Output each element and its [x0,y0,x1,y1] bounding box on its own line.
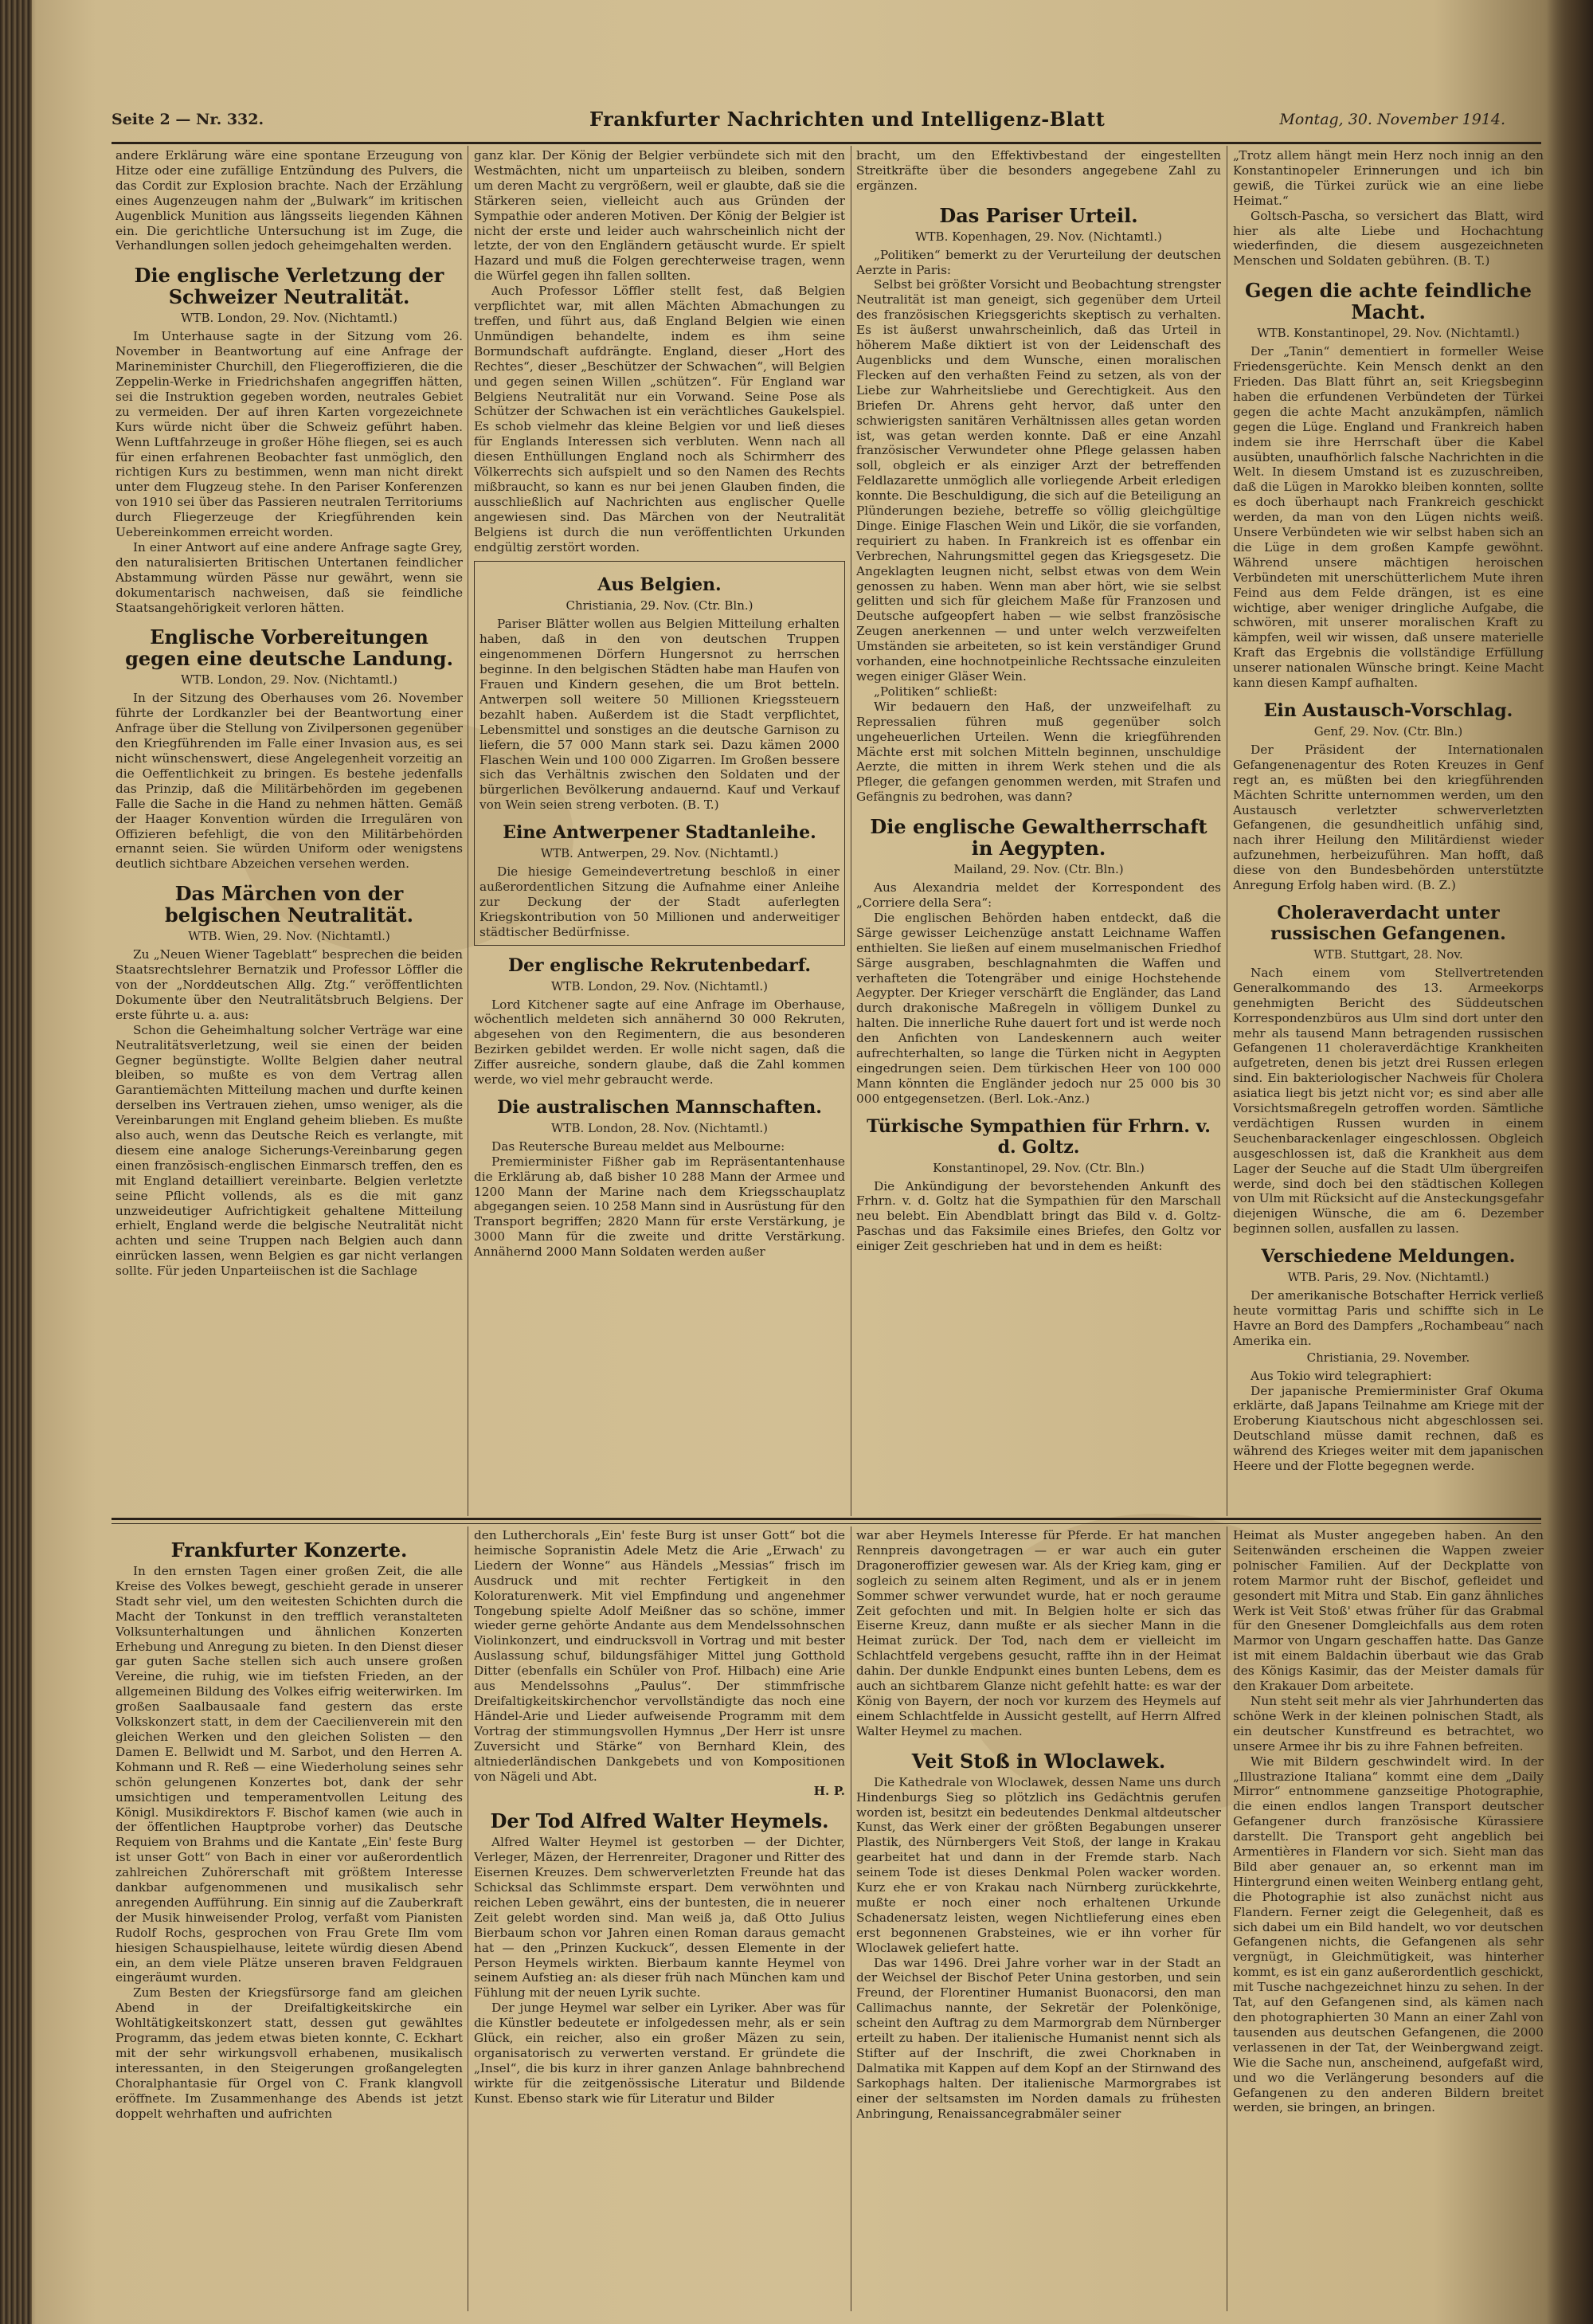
column-4 [1233,148,1544,1514]
article-paragraph: Der japanische Premierminister Graf Okuma erklärte, daß Japans Teilnahme am Kriege mit der Eroberung Kiautschous nicht abgeschlossen sei. Deutschland müsse damit rechnen, daß es während des Krieges weiter mit dem japanischen Heere und der Flotte begegnen werde. [1233,1383,1544,1474]
dateline: WTB. Stuttgart, 28. Nov. [1313,946,1463,962]
article-continuation: Heimat als Muster angegeben haben. An den Seitenwänden erscheinen die Wappen zweier polnischer Familien. Auf der Deckplatte von rotem Marmor ruht der Bischof, gefleidet und gesondert mit Mitra und Stab. Ein ganz ähnliches Werk ist Veit Stoß' etwas früher für das Grabmal für den Gnesener Domgleichfalls aus dem roten Marmor von Ungarn geschaffen hatte. Das Ganze ist mit einem Baldachin überbaut wie das Grab des Königs Kasimir, das der Meister damals für den Krakauer Dom arbeitete. [1233,1528,1544,1694]
page-header [112,108,1537,139]
article-paragraph: „Politiken“ schließt: [874,684,998,699]
headline-choleraverdacht: Choleraverdacht unter russischen Gefangenen. [1270,902,1506,944]
dateline: WTB. London, 29. Nov. (Nichtamtl.) [551,978,768,993]
article-continuation: war aber Heymels Interesse für Pferde. Er hat manchen Rennpreis davongetragen — er war auch ein guter Dragoneroffizier gewesen war. Als der Krieg kam, ging er sogleich zu seinem alten Regiment, und als er in jenem Sommer schwer verwundet wurde, hat er noch geraume Zeit gefochten und mit. In Belgien holte er sich das Eiserne Kreuz, dann mußte er als siecher Mann in die Heimat zurück. Der Tod, nach dem er vielleicht im Schlachtfeld vergebens gesucht, raffte ihn in der Heimat dahin. Der dunkle Endpunkt eines bunten Lebens, dem es auch an sichtbarem Glanze nicht gefehlt hatte: es war der König von Bayern, der noch vor kurzem des Heymels auf einem Schlachtfelde in Aussicht gestellt, auf Herrn Alfred Walter Heymel zu machen. [856,1528,1221,1738]
news-box [474,561,845,945]
article-paragraph: Der „Tanin“ dementiert in formeller Weise Friedensgerüchte. Kein Mensch denkt an den Frieden. Das Blatt führt an, seit Kriegsbeginn haben die erfundenen Verbündeten der Türkei gegen die achte Macht anzukämpfen, nämlich gegen die Lüge. England und Frankreich haben indem sie ihre Herrschaft über die Kabel ausübten, unaufhörlich falsche Nachrichten in die Welt. In diesem Umstand ist es zuzuschreiben, daß die Lügen in Marokko bleiben konnten, sollte es doch überhaupt nach Frankreich geschickt werden, da man von den Lügen nichts weiß. Unsere Verbündeten wie wir selbst haben sich an die Lüge in dem großen Kampfe gewöhnt. Während unsere mächtigen heroischen Verbündeten mit unerschütterlichem Mute ihren Feind aus dem Felde drängen, ist es eine wichtige, aber weniger dringliche Aufgabe, die schwören, mit unserer moralischen Kraft zu kämpfen, weil wir wissen, daß unsere materielle Kraft das Ergebnis die vollständige Erfüllung unserer nationalen Wünsche bringt. Keine Macht kann diesen Kampf aufhalten. [1233,344,1544,691]
article-paragraph: Die Kathedrale von Wloclawek, dessen Name uns durch Hindenburgs Sieg so plötzlich ins Gedächtnis gerufen worden ist, besitzt ein bedeutendes Denkmal altdeutscher Kunst, das Werk einer der größten Begabungen unserer Plastik, des Nürnbergers Veit Stoß, der lange in Krakau gearbeitet hat und dann in der Fremde starb. Nach seinem Tode ist dieses Denkmal Polen wacker worden. Kurz ehe er von Krakau nach Nürnberg zurückkehrte, mußte er noch einer noch erhaltenen Urkunde Schadenersatz leisten, wegen Nichtlieferung eines eben erst begonnenen Grabsteines, wie er ihn vorher für Wloclawek geliefert hatte. [856,1774,1221,1955]
column-2 [474,148,845,1514]
headline-aus-belgien: Aus Belgien. [597,574,722,596]
article-paragraph: Die hiesige Gemeindevertretung beschloß in einer außerordentlichen Sitzung die Aufnahme einer Anleihe zur Deckung der der Stadt auferlegten Kriegskontribution von 50 Millionen und anderweitiger städtischer Bedürfnisse. [479,864,840,939]
column-1 [115,148,463,1514]
headline-achte-feindliche-macht: Gegen die achte feindliche Macht. [1245,279,1532,324]
article-paragraph: Pariser Blätter wollen aus Belgien Mitteilung erhalten haben, daß in den von deutschen Truppen eingenommenen Dörfern Hungersnot zu herrschen beginne. In den belgischen Städten habe man Haufen von Frauen und Kindern gesehen, die um Brot betteln. Antwerpen soll weitere 50 Millionen Kriegssteuern bezahlt haben. Außerdem ist die Stadt verpflichtet, Lebensmittel und sonstiges an die deutsche Garnison zu liefern, die 57 000 Mann stark sei. Dazu kämen 2000 Flaschen Wein und 100 000 Zigarren. Im Großen bessere sich das Verhältnis zwischen den Soldaten und der bürgerlichen Bevölkerung andauernd. Kauf und Verkauf von Wein seien streng verboten. (B. T.) [479,617,840,813]
article-paragraph: Zu „Neuen Wiener Tageblatt“ besprechen die beiden Staatsrechtslehrer Bernatzik und Professor Löffler die von der „Norddeutschen Allg. Ztg.“ veröffentlichten Dokumente über den Neutralitätsbruch Belgiens. Der erste führte u. a. aus: [115,947,463,1022]
dateline: WTB. Konstantinopel, 29. Nov. (Nichtamtl.) [1257,326,1520,341]
article-paragraph: In einer Antwort auf eine andere Anfrage sagte Grey, den naturalisierten Britischen Untertanen feindlicher Abstammung würden Pässe nur gewährt, wenn sie dokumentarisch nachweisen, daß sie feindliche Staatsangehörigkeit verloren hätten. [115,539,463,615]
headline-austausch-vorschlag: Ein Austausch-Vorschlag. [1263,700,1513,721]
feuilleton-column-2 [474,1528,845,2313]
dateline: WTB. Paris, 29. Nov. (Nichtamtl.) [1287,1270,1489,1285]
headline-frankfurter-konzerte: Frankfurter Konzerte. [170,1538,408,1562]
article-paragraph: Premierminister Fißher gab im Repräsentantenhause die Erklärung ab, daß bisher 10 288 Mann der Armee und 1200 Mann der Marine nach dem Kriegsschauplatz abgegangen seien. 10 258 Mann sind in Ausrüstung für den Transport begriffen; 2820 Mann für erste Verstärkung, je 3000 Mann für die zweite und dritte Verstärkung. Annähernd 2000 Mann Soldaten werden außer [474,1154,845,1260]
dateline: WTB. Wien, 29. Nov. (Nichtamtl.) [188,929,390,944]
article-paragraph: Nun steht seit mehr als vier Jahrhunderten das schöne Werk in der kleinen polnischen Stadt, als ein deutscher Kunstfreund es betrachtet, wo unsere Armee ihr bis zu ihre Fahnen befreiten. [1233,1693,1544,1754]
dateline: Christiania, 29. Nov. (Ctr. Bln.) [566,598,753,613]
article-continuation: andere Erklärung wäre eine spontane Erzeugung von Hitze oder eine zufällige Entzündung des Pulvers, die das Cordit zur Explosion brachte. Nach der Erzählung eines Augenzeugen nahm der „Bulwark“ im kritischen Augenblick Munition aus längsseits liegenden Kähnen ein. Die gerichtliche Untersuchung ist im Zuge, die Verhandlungen sollen jedoch geheimgehalten werden. [115,148,463,253]
article-continuation: „Trotz allem hängt mein Herz noch innig an den Konstantinopeler Erinnerungen und ich bin gewiß, die Türkei zurück wie an eine liebe Heimat.“ [1233,148,1544,208]
headline-tuerkische-sympathien: Türkische Sympathien für Frhrn. v. d. Goltz. [867,1115,1211,1158]
article-paragraph: Zum Besten der Kriegsfürsorge fand am gleichen Abend in der Dreifaltigkeitskirche ein Wohltätigkeitskonzert statt, dessen gut gewähltes Programm, das jedem etwas bieten konnte, C. Eckhart mit der sehr wirkungsvoll erhabenen, musikalisch interessanten, in den Steigerungen großangelegten Choralphantasie für Orgel von C. Frank klangvoll eröffnete. Im Zusammenhange des Abends ist jetzt doppelt wehrhaften und aufrichten [115,1985,463,2121]
headline-belgische-neutralitaet: Das Märchen von der belgischen Neutralität. [165,882,413,927]
article-paragraph: Schon die Geheimhaltung solcher Verträge war eine Neutralitätsverletzung, weil sie einen der beiden Gegner begünstigte. Wollte Belgien daher neutral bleiben, so mußte es von dem Vertrag allen Garantiemächten Mitteilung machen und durfte keinen derselben ins Vertrauen ziehen, umso weniger, als die Vereinbarungen mit England geheim blieben. Es mußte also auch, wenn das Deutsche Reich es verlangte, mit diesem eine analoge Sicherungs-Vereinbarung gegen einen französisch-englischen Einmarsch treffen, den es mit England detailliert vereinbarte. Belgien verletzte seine Pflicht vollends, als es die mit ganz unzweideutiger Aufrichtigkeit gehaltene Mitteilung erhielt, England werde die belgische Neutralität nicht achten und seine Truppen nach Belgien auch dann einrücken lassen, wenn Belgien es gar nicht verlangen sollte. Für jeden Unparteiischen ist die Sachlage [115,1022,463,1279]
headline-gewaltherrschaft-aegypten: Die englische Gewaltherrschaft in Aegypten. [870,815,1207,860]
headline-australische-mannschaften: Die australischen Mannschaften. [497,1096,822,1118]
headline-antwerpener-stadtanleihe: Eine Antwerpener Stadtanleihe. [503,822,816,844]
article-paragraph: Selbst bei größter Vorsicht und Beobachtung strengster Neutralität ist man geneigt, sich gegenüber dem Urteil des französischen Kriegsgerichts skeptisch zu verhalten. Es ist äußerst unwahrscheinlich, daß das Urteil in höherem Maße diktiert ist von der Leidenschaft des Augenblicks und dem Wunsche, einen moralischen Flecken auf den verhaßten Feind zu setzen, als von der Liebe zur Wahrheitsliebe und Gerechtigkeit. Aus den Briefen Dr. Ahrens geht hervor, daß unter den schwierigsten sanitären Verhältnissen alles getan worden ist, was getan werden konnte. Daß er eine Anzahl französischer Verwundeter ohne Pflege gelassen haben soll, obgleich er als einziger Arzt der betreffenden Feldlazarette unmöglich alle vorliegende Arbeit erledigen konnte. Die Beschuldigung, die sich auf die Beteiligung an Plünderungen beziehe, betreffe so völlig gleichgültige Dinge. Einige Flaschen Wein und Likör, die sie vorfanden, requiriert zu haben. In Frankreich ist es offenbar ein Verbrechen, Nahrungsmittel gegen das Kriegsgesetz. Die Angeklagten leugnen nicht, selbst etwas von dem Wein genossen zu haben. Wenn man aber hört, wie sie selbst gelitten und sich für gleichem Maße für Franzosen und Deutsche aufgeopfert haben — wie selbst französische Zeugen anerkennen — und unter welch verzweifelten Umständen sie arbeiteten, so ist kein verständiger Grund vorhanden, eine hochnotpeinliche Rechtssache einzuleiten wegen einiger Gläser Wein. [856,277,1221,684]
article-paragraph: Wie mit Bildern geschwindelt wird. In der „Illustrazione Italiana“ kommt eine dem „Daily Mirror“ entnommene ganzseitige Photographie, die einen endlos langen Transport deutscher Gefangener durch französische Kürassiere darstellt. Die Transport geht angeblich bei Armentières in Flandern vor sich. Sieht man das Bild aber genauer an, so erkennt man im Hintergrund einen weiten Weinberg entlang geht, die Photographie ist also zunächst nicht aus Flandern. Ferner zeigt die Gelegenheit, daß es sich dabei um ein Bild handelt, wo vor deutschen Gefangenen nichts, die Gefangenen als sehr vergnügt, in Gleichmütigkeit, was hinterher kommt, es ist ein ganz außerordentlich geschickt, mit Tusche nachgezeichnet hinzu zu sehen. In der Tat, auf den Gefangenen sind, als kämen nach den photographierten 30 Mann an einer Zahl von tausenden aus deutschen Gefangenen, die 2000 verlassenen in der Tat, der Weinbergwand zeigt. Wie die Sache nun, anscheinend, aufgefaßt wird, und wo die Verlängerung besonders auf die Gefangenen zu den anderen Bildern breitet werden, sie bringen, an bringen. [1233,1754,1544,2115]
dateline: Konstantinopel, 29. Nov. (Ctr. Bln.) [933,1160,1145,1175]
article-paragraph: Die englischen Behörden haben entdeckt, daß die Särge gewisser Leichenzüge anstatt Leichname Waffen enthielten. Sie ließen auf einem muselmanischen Friedhof Särge ausgraben, beschlagnahmten die Waffen und verhafteten die Totengräber und einige Hochstehende Aegypter. Der Krieger verschärft die Engländer, das Land durch drakonische Maßregeln in völligem Dunkel zu halten. Die innerliche Ruhe dauert fort und ist werde noch den Anfichten von Landeskennern auch weiter aufrechterhalten, so lange die Türken nicht in Aegypten eingedrungen seien. Dem türkischen Heer von 100 000 Mann könnten die Engländer jedoch nur 25 000 bis 30 000 entgegensetzen. (Berl. Lok.-Anz.) [856,910,1221,1106]
dateline: Mailand, 29. Nov. (Ctr. Bln.) [953,862,1124,877]
headline-veit-stoss: Veit Stoß in Wloclawek. [911,1749,1166,1773]
feuilleton-column-1 [115,1528,463,2313]
dateline: Genf, 29. Nov. (Ctr. Bln.) [1313,724,1463,739]
dateline: WTB. London, 28. Nov. (Nichtamtl.) [551,1120,768,1135]
article-continuation: bracht, um den Effektivbestand der eingestellten Streitkräfte über die besonders angegebene Zahl zu ergänzen. [856,148,1221,193]
article-paragraph: Alfred Walter Heymel ist gestorben — der Dichter, Verleger, Mäzen, der Herrenreiter, Dragoner und Ritter des Eisernen Kreuzes. Dem schwerverletzten Freunde hat das Schicksal das Schlimmste erspart. Dem verwöhnten und reichen Leben gewährt, eins der buntesten, die in neuerer Zeit gelebt worden sind. Man weiß ja, daß Otto Julius Bierbaum schon vor Jahren einen Roman daraus gemacht hat — den „Prinzen Kuckuck“, dessen Elemente in der Person Heymels wirkten. Bierbaum kannte Heymel von seinem Aufstieg an: als dieser früh nach München kam und Fühlung mit der neuen Lyrik suchte. [474,1835,845,2001]
article-paragraph: Nach einem vom Stellvertretenden Generalkommando des 13. Armeekorps genehmigten Bericht des Süddeutschen Korrespondenzbüros aus Ulm sind dort unter den mehr als tausend Mann betragenden russischen Gefangenen 11 choleraverdächtige Krankheiten aufgetreten, denen bis jetzt drei Russen erlegen sind. Ein bakteriologischer Nachweis für Cholera asiatica liegt bis jetzt nicht vor; es sind aber alle Vorsichtsmaßregeln getroffen worden. Sämtliche verdächtigen Russen wurden in einem Seuchenbarackenlager eingeschlossen. Obgleich ausgeschlossen ist, daß die Krankheit aus dem Lager der Seuche auf die Stadt Ulm übergreifen werde, sind doch bei den städtischen Kollegen von Ulm mit Rücksicht auf die Ansteckungsgefahr diejenigen Wünsche, die am 6. Dezember beginnen sollen, ausfallen zu lassen. [1233,965,1544,1236]
article-continuation: ganz klar. Der König der Belgier verbündete sich mit den Westmächten, nicht um unparteiisch zu bleiben, sondern um deren Macht zu vergrößern, weil er glaubte, daß sie die Stärkeren seien, vielleicht auch aus Gründen der Sympathie oder anderen Motiven. Der König der Belgier ist nicht der erste und leider auch wahrscheinlich nicht der letzte, der von den Engländern getäuscht wurde. Er spielt Hazard und muß die Folgen gerechterweise tragen, wenn die Würfel gegen ihn fallen sollten. [474,148,845,284]
article-paragraph: Der amerikanische Botschafter Herrick verließ heute vormittag Paris und schiffte sich in Le Havre an Bord des Dampfers „Rochambeau“ nach Amerika ein. [1233,1288,1544,1348]
article-paragraph: In der Sitzung des Oberhauses vom 26. November führte der Lordkanzler bei der Beantwortung einer Anfrage über die Stellung von Zivilpersonen gegenüber den Kriegführenden im Falle einer Invasion aus, es sei nicht wünschenswert, diese Angelegenheit vorzeitig an die Oeffentlichkeit zu bringen. Es bestehe jedenfalls das Prinzip, daß die Militärbehörden im gegebenen Falle die Sache in die Hand zu nehmen hätten. Gemäß der Haager Konvention würden die Irregulären von Offizieren befehligt, die von den Militärbehörden ernannt seien. Sie würden Uniform oder wenigstens deutlich sichtbare Abzeichen versehen werden. [115,691,463,872]
headline-schweizer-neutralitaet: Die englische Verletzung der Schweizer Neutralität. [134,264,444,309]
header-rule [112,142,1541,144]
article-paragraph: Das Reutersche Bureau meldet aus Melbourne: [491,1138,785,1154]
article-paragraph: Das war 1496. Drei Jahre vorher war in der Stadt an der Weichsel der Bischof Peter Unina gestorben, und sein Freund, der Florentiner Humanist Buonacorsi, den man Callimachus nannte, der Sekretär der Polenkönige, scheint den Auftrag zu dem Marmorgrab dem Nürnberger erteilt zu haben. Der italienische Humanist nennt sich als Stifter auf der Inschrift, die zwei Chorknaben in Dalmatika mit Kappen auf dem Kopf an der Stirnwand des Sarkophags halten. Der italienische Marmorgrabes ist einer der seltsamsten im Norden damals zu frühesten Anbringung, Renaissancegrabmäler seiner [856,1955,1221,2121]
article-paragraph: Der Präsident der Internationalen Gefangenenagentur des Roten Kreuzes in Genf regt an, es müßten bei den kriegführenden Mächten Schritte unternommen werden, um den Austausch verletzter schwerverletzten Gefangenen, die gesundheitlich unfähig sind, nach ihrer Heilung den Militärdienst wieder aufzunehmen, herbeizuführen. Man hofft, daß diese von den Bundesbehörden unterstützte Anregung Erfolg haben wird. (B. Z.) [1233,742,1544,893]
article-paragraph: In den ernsten Tagen einer großen Zeit, die alle Kreise des Volkes bewegt, geschieht gerade in unserer Stadt sehr viel, um den weitesten Schichten durch die Macht der Tonkunst in den trefflich veranstalteten Volksunterhaltungen und ähnlichen Konzerten Erhebung und Anregung zu bieten. In den Dienst dieser gar guten Sache stellen sich auch unsere großen Vereine, die ruhig, wie im tiefsten Frieden, an der allgemeinen Bildung des Volkes eifrig weiterwirken. Im großen Saalbausaale fand gestern das erste Volkskonzert statt, in dem der Caecilienverein mit den gleichen Werken und den gleichen Solisten — den Damen E. Bellwidt und M. Sarbot, und den Herren A. Kohmann und R. Reß — eine Wiederholung seines sehr schön gelungenen Konzertes bot, dank der sehr umsichtigen und temperamentvollen Leitung des Königl. Musikdirektors F. Bischof kamen (wie auch in der öffentlichen Hauptprobe vorher) das Deutsche Requiem von Brahms und die Kantate „Ein' feste Burg ist unser Gott“ von Bach in einer vor außerordentlich zahlreichen Zuhörerschaft mit größtem Interesse dankbar aufgenommenen und musikalisch sehr anregenden Aufführung. Ein sinnig auf die Zauberkraft der Musik hinweisender Prolog, verfaßt vom Pianisten Rudolf Rochs, gesprochen von Frau Grete Ilm vom hiesigen Schauspielhause, leitete würdig diesen Abend ein, an dem viele Plätze unseren braven Feldgrauen eingeräumt wurden. [115,1564,463,1985]
column-3 [856,148,1221,1514]
headline-englische-vorbereitungen: Englische Vorbereitungen gegen eine deutsche Landung. [125,625,453,671]
page-number: Seite 2 — Nr. 332. [112,111,264,128]
feuilleton-rule-thin [112,1523,1541,1524]
feuilleton-rule [112,1518,1541,1520]
dateline: WTB. Antwerpen, 29. Nov. (Nichtamtl.) [540,846,779,861]
article-paragraph: Auch Professor Löffler stellt fest, daß Belgien verpflichtet war, mit allen Mächten Abmachungen zu treffen, und führt aus, daß England Belgien wie einen Unmündigen behandelte, indem es ihm seine Bormundschaft aufdrängte. England, dieser „Hort des Rechtes“, dieser „Beschützer der Schwachen“, will Belgien und gegen seinen Willen „schützen“. Für England war Belgiens Neutralität nur ein Vorwand. Seine Pose als Schützer der Schwachen ist ein verächtliches Gaukelspiel. Es schob vielmehr das kleine Belgien vor und ließ dieses für Englands Interessen sich verbluten. Wenn nach all diesen Enthüllungen England noch als Schirmherr des Völkerrechts sich aufspielt und so den Namen des Rechts mißbraucht, so kann es nur bei jenen Glauben finden, die ausschließlich auf Nachrichten aus englischer Quelle angewiesen sind. Das Märchen von der Neutralität Belgiens ist durch die nun veröffentlichten Urkunden endgültig zerstört worden. [474,284,845,555]
headline-tod-heymel: Der Tod Alfred Walter Heymels. [490,1809,829,1833]
article-paragraph: Der junge Heymel war selber ein Lyriker. Aber was für die Künstler bedeutete er infolgedessen mehr, als er sein Glück, ein reicher, also ein großer Mäzen zu sein, organisatorisch zu verwerten verstand. Er gründete die „Insel“, die bis kurz in ihrer ganzen Anlage bahnbrechend wirkte für die zeitgenössische Literatur und Bildende Kunst. Ebenso stark wie für Literatur und Bilder [474,2001,845,2106]
dateline: WTB. Kopenhagen, 29. Nov. (Nichtamtl.) [915,229,1162,244]
article-paragraph: Goltsch-Pascha, so versichert das Blatt, wird hier als alte Liebe und Hochachtung wiederfinden, die diesem ausgezeichneten Menschen und Soldaten gebühren. (B. T.) [1233,208,1544,268]
article-paragraph: Aus Tokio wird telegraphiert: [1251,1368,1432,1383]
article-paragraph: Die Ankündigung der bevorstehenden Ankunft des Frhrn. v. d. Goltz hat die Sympathien für den Marschall neu belebt. Ein Abendblatt bringt das Bild v. d. Goltz-Paschas und das Faksimile eines Briefes, den Goltz vor einiger Zeit geschrieben hat und in dem es heißt: [856,1178,1221,1254]
page-right-edge [1547,0,1593,2324]
feuilleton-column-4 [1233,1528,1544,2313]
feuilleton-column-3 [856,1528,1221,2313]
dateline: WTB. London, 29. Nov. (Nichtamtl.) [181,311,397,326]
article-paragraph: Wir bedauern den Haß, der unzweifelhaft zu Repressalien führen muß gegenüber solch ungeheuerlichen Urteilen. Wenn die kriegführenden Mächte erst mit solchen Mitteln beginnen, unschuldige Aerzte, die mitten in ihrem Werk stehen und die als Pfleger, die gefangen genommen werden, mit Strafen und Gefängnis zu bedrohen, was dann? [856,699,1221,805]
article-paragraph: „Politiken“ bemerkt zu der Verurteilung der deutschen Aerzte in Paris: [856,247,1221,277]
headline-rekrutenbedarf: Der englische Rekrutenbedarf. [507,954,812,976]
article-paragraph: Aus Alexandria meldet der Korrespondent des „Corriere della Sera“: [856,880,1221,910]
newspaper-masthead: Frankfurter Nachrichten und Intelligenz-Blatt [589,108,1106,131]
dateline: WTB. London, 29. Nov. (Nichtamtl.) [181,672,397,688]
dateline: Christiania, 29. November. [1306,1350,1470,1365]
author-signature: H. P. [813,1784,845,1799]
issue-date: Montag, 30. November 1914. [1279,111,1505,128]
book-binding-edge [0,0,32,2324]
headline-pariser-urteil: Das Pariser Urteil. [939,203,1138,227]
article-paragraph: Im Unterhause sagte in der Sitzung vom 26. November in Beantwortung auf eine Anfrage der Marineminister Churchill, den Fliegeroffizieren, die die Zeppelin-Werke in Friedrichshafen angegriffen hätten, sei die Instruktion gegeben worden, neutrales Gebiet zu vermeiden. Der auf ihren Karten vorgezeichnete Kurs würde nicht über die Schweiz geführt haben. Wenn Luftfahrzeuge in großer Höhe fliegen, sei es auch für einen erfahrenen Beobachter fast unmöglich, den richtigen Kurs zu bestimmen, wenn man nicht direkt unter dem Flugzeug stehe. In den Pariser Konferenzen von 1910 sei über das Passieren neutralen Territoriums durch Fliegerzeuge der Kriegführenden kein Uebereinkommen erreicht worden. [115,329,463,540]
article-continuation: den Lutherchorals „Ein' feste Burg ist unser Gott“ bot die heimische Sopranistin Adele Metz die Arie „Erwach' zu Liedern der Wonne“ aus Händels „Messias“ frisch im Ausdruck und mit rechter Fertigkeit in den Koloraturenwerk. Mit viel Empfindung und angenehmer Tongebung spielte Adolf Meißner das so schöne, immer wieder gerne gehörte Andante aus dem Mendelssohnschen Violinkonzert, und eindrucksvoll in Vortrag und mit bester Auslassung schuf, bildungsfähiger Mittel jung Gotthold Ditter (ebenfalls ein Schüler von Prof. Hilbach) eine Arie aus Mendelssohns „Paulus“. Der stimmfrische Dreifaltigkeitskirchenchor vervollständigte das noch eine Händel-Arie und Lieder aufweisende Programm mit dem Vortrag der stimmungsvollen Hymnus „Der Herr ist unsre Zuversicht und Stärke“ von Bernhard Klein, des altniederländischen Dankgebets und von Kompositionen von Nägeli und Abt. [474,1528,845,1784]
article-paragraph: Lord Kitchener sagte auf eine Anfrage im Oberhause, wöchentlich meldeten sich annähernd 30 000 Rekruten, abgesehen von den Regimentern, die aus besonderen Bezirken gebildet werden. Er wolle nicht sagen, daß die Ziffer ausreiche, sondern glaube, daß die Zahl kommen werde, wo viel mehr gebraucht werde. [474,997,845,1088]
headline-verschiedene-meldungen: Verschiedene Meldungen. [1261,1246,1516,1268]
